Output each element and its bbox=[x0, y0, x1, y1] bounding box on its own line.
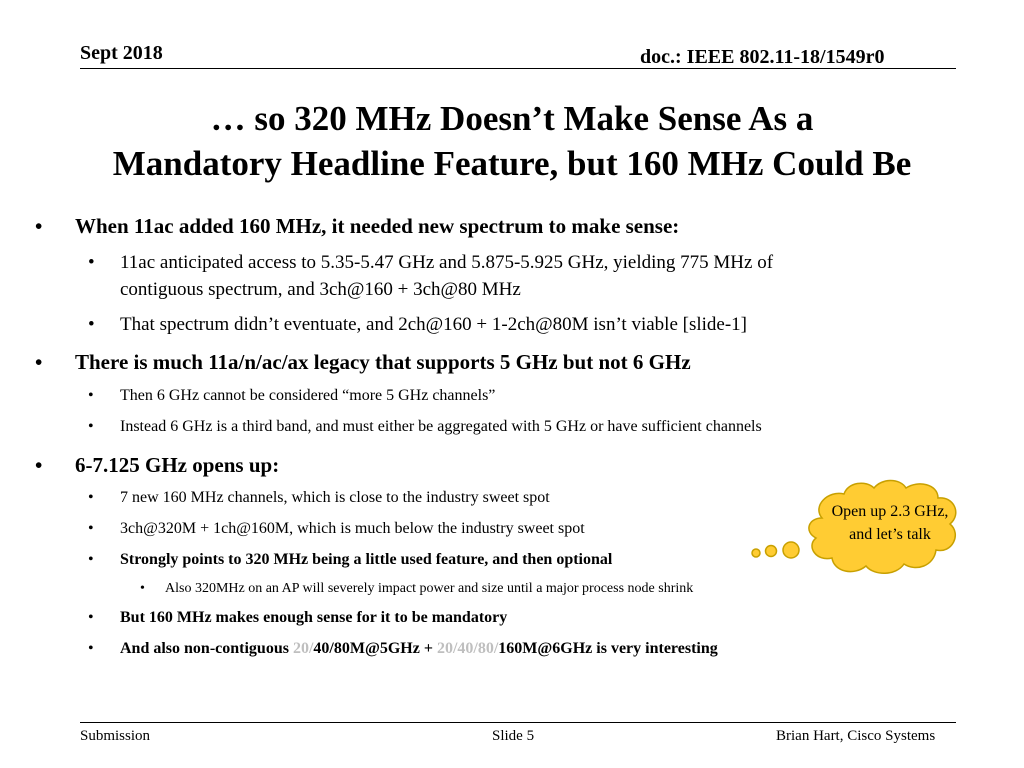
header-doc-id: doc.: IEEE 802.11-18/1549r0 bbox=[640, 46, 885, 68]
callout-text: Open up 2.3 GHz, and let’s talk bbox=[831, 503, 949, 543]
bullet-2-2: Instead 6 GHz is a third band, and must either be aggregated with 5 GHz or have sufficient channels bbox=[120, 418, 762, 435]
header-divider bbox=[80, 68, 956, 69]
bullet-3-1: 7 new 160 MHz channels, which is close to the industry sweet spot bbox=[120, 489, 550, 506]
bullet-1-1-line-2: contiguous spectrum, and 3ch@160 + 3ch@80 MHz bbox=[120, 279, 521, 300]
bullet-3-3: Strongly points to 320 MHz being a little used feature, and then optional bbox=[120, 551, 613, 568]
bullet-2-1: Then 6 GHz cannot be considered “more 5 GHz channels” bbox=[120, 387, 496, 404]
bullet-dot: • bbox=[88, 314, 95, 335]
bullet-3-5-part-5: 160M@6GHz is very interesting bbox=[498, 640, 718, 657]
footer-submission: Submission bbox=[80, 728, 151, 744]
bullet-dot: • bbox=[88, 551, 94, 568]
bullet-dot: • bbox=[88, 489, 94, 506]
thought-bubble-trail-dot bbox=[783, 542, 799, 558]
bullet-dot: • bbox=[35, 350, 43, 374]
bullet-dot: • bbox=[88, 387, 94, 404]
bullet-dot: • bbox=[140, 581, 145, 596]
bullet-3: 6-7.125 GHz opens up: bbox=[75, 453, 280, 477]
bullet-3-3-1: Also 320MHz on an AP will severely impact power and size until a major process node shrink bbox=[165, 581, 694, 596]
slide-title bbox=[0, 96, 1024, 186]
thought-bubble-trail-dot bbox=[752, 549, 760, 557]
header-date: Sept 2018 bbox=[80, 42, 163, 64]
slide-title-line-2: Mandatory Headline Feature, but 160 MHz Could Be bbox=[112, 144, 912, 183]
bullet-dot: • bbox=[88, 418, 94, 435]
bullet-1-2: That spectrum didn’t eventuate, and 2ch@160 + 1-2ch@80M isn’t viable [slide-1] bbox=[120, 314, 747, 335]
bullet-3-5-faded-20: 20/ bbox=[292, 640, 314, 657]
bullet-1: When 11ac added 160 MHz, it needed new spectrum to make sense: bbox=[75, 214, 680, 238]
bullet-3-5-part-3: 40/80M@5GHz + bbox=[313, 640, 437, 657]
bullet-dot: • bbox=[88, 252, 95, 273]
bullet-3-5-part-1: And also non-contiguous bbox=[120, 640, 293, 657]
bullet-dot: • bbox=[35, 214, 43, 238]
footer-divider bbox=[80, 722, 956, 723]
bullet-dot: • bbox=[88, 609, 94, 626]
slide-title-line-1: … so 320 MHz Doesn’t Make Sense As a bbox=[210, 99, 814, 138]
footer-slide-number: Slide 5 bbox=[492, 728, 535, 744]
bullet-3-5-faded-20-40-80: 20/40/80/ bbox=[436, 640, 499, 657]
bullet-2: There is much 11a/n/ac/ax legacy that supports 5 GHz but not 6 GHz bbox=[75, 350, 691, 374]
bullet-3-2: 3ch@320M + 1ch@160M, which is much below the industry sweet spot bbox=[120, 520, 585, 537]
footer-author: Brian Hart, Cisco Systems bbox=[776, 728, 936, 744]
bullet-dot: • bbox=[88, 640, 94, 657]
bullet-3-5 bbox=[120, 640, 718, 658]
bullet-dot: • bbox=[88, 520, 94, 537]
bullet-3-4: But 160 MHz makes enough sense for it to be mandatory bbox=[120, 609, 508, 626]
bullet-1-1-line-1: 11ac anticipated access to 5.35-5.47 GHz and 5.875-5.925 GHz, yielding 775 MHz of bbox=[120, 252, 774, 273]
thought-bubble-trail-dot bbox=[766, 546, 777, 557]
bullet-dot: • bbox=[35, 453, 43, 477]
